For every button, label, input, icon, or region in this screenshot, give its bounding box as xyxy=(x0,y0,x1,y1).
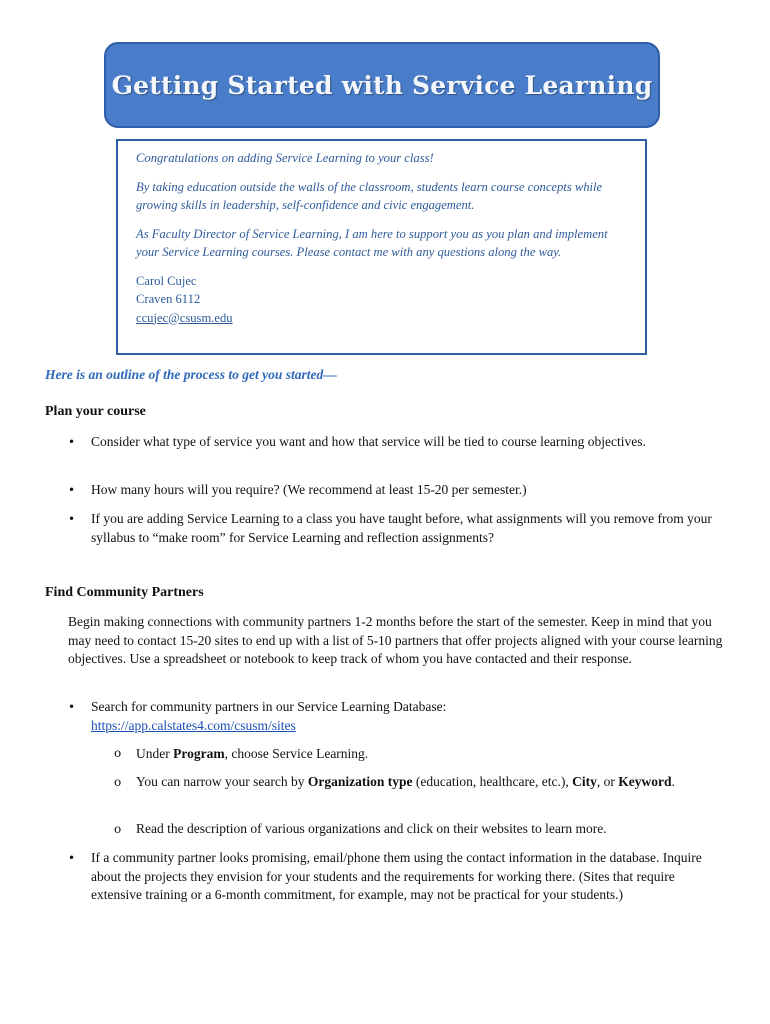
find-heading: Find Community Partners xyxy=(45,585,204,600)
plan-item-3: If you are adding Service Learning to a class you have taught before, what assignments will you remove from your syllabus to “make room” for Service Learning and reflection assignments? xyxy=(91,511,712,545)
bullet-icon: • xyxy=(68,700,76,714)
sub-item-text: (education, healthcare, etc.), xyxy=(412,774,573,789)
welcome-paragraph-3: As Faculty Director of Service Learning, I am here to support you as you plan and implement your Service Learning courses. Please contact me with any questions along the way. xyxy=(136,226,608,259)
open-bullet-icon: o xyxy=(114,775,122,789)
find-paragraph: Begin making connections with community partners 1-2 months before the start of the semester. Keep in mind that you may need to contact 15-20 sites to end up with a list of 5-10 partners that offer projects aligned with your course learning objectives. Use a spreadsheet or notebook to keep track of whom you have contacted and their response. xyxy=(68,614,723,666)
sub-item-read: Read the description of various organizations and click on their websites to learn more. xyxy=(136,821,607,836)
keyword-label: Keyword xyxy=(618,774,672,789)
bullet-icon: • xyxy=(68,851,76,865)
bullet-icon: • xyxy=(68,435,76,449)
open-bullet-icon: o xyxy=(114,746,122,760)
plan-item-2: How many hours will you require? (We recommend at least 15-20 per semester.) xyxy=(91,482,527,497)
signature-office: Craven 6112 xyxy=(136,292,201,306)
sub-item-narrow xyxy=(136,773,716,792)
database-link[interactable]: https://app.calstates4.com/csusm/sites xyxy=(91,717,296,733)
sub-item-text: , choose Service Learning. xyxy=(224,746,369,761)
sub-item-program xyxy=(136,745,716,764)
bullet-icon: • xyxy=(68,483,76,497)
page-title: Getting Started with Service Learning xyxy=(111,70,653,100)
sub-item-text: Under xyxy=(136,746,174,761)
contact-item: If a community partner looks promising, email/phone them using the contact information in the database. Inquire about the projects they envision for your students and the requirements for working there. (Sites that require extensive training or a 6-month commitment, for example, may not be practical for your students.) xyxy=(91,850,702,902)
signature-name: Carol Cujec xyxy=(136,273,197,288)
open-bullet-icon: o xyxy=(114,822,122,836)
plan-item-1: Consider what type of service you want and how that service will be tied to course learning objectives. xyxy=(91,434,646,449)
sub-item-text: . xyxy=(671,774,675,789)
sub-item-text: , or xyxy=(596,774,619,789)
search-item-text: Search for community partners in our Service Learning Database: xyxy=(91,699,447,714)
city-label: City xyxy=(572,774,597,789)
program-label: Program xyxy=(173,746,225,761)
welcome-line: Congratulations on adding Service Learning to your class! xyxy=(136,151,434,165)
welcome-paragraph-2: By taking education outside the walls of the classroom, students learn course concepts while growing skills in leadership, self-confidence and civic engagement. xyxy=(136,179,603,212)
title-banner xyxy=(104,42,660,128)
organization-type-label: Organization type xyxy=(307,774,413,789)
search-item xyxy=(91,698,711,735)
sub-item-text: You can narrow your search by xyxy=(136,774,308,789)
welcome-box xyxy=(116,139,647,355)
bullet-icon: • xyxy=(68,512,76,526)
plan-heading: Plan your course xyxy=(45,404,146,419)
signature-email-link[interactable]: ccujec@csusm.edu xyxy=(136,310,233,325)
intro-text: Here is an outline of the process to get you started— xyxy=(45,367,337,382)
